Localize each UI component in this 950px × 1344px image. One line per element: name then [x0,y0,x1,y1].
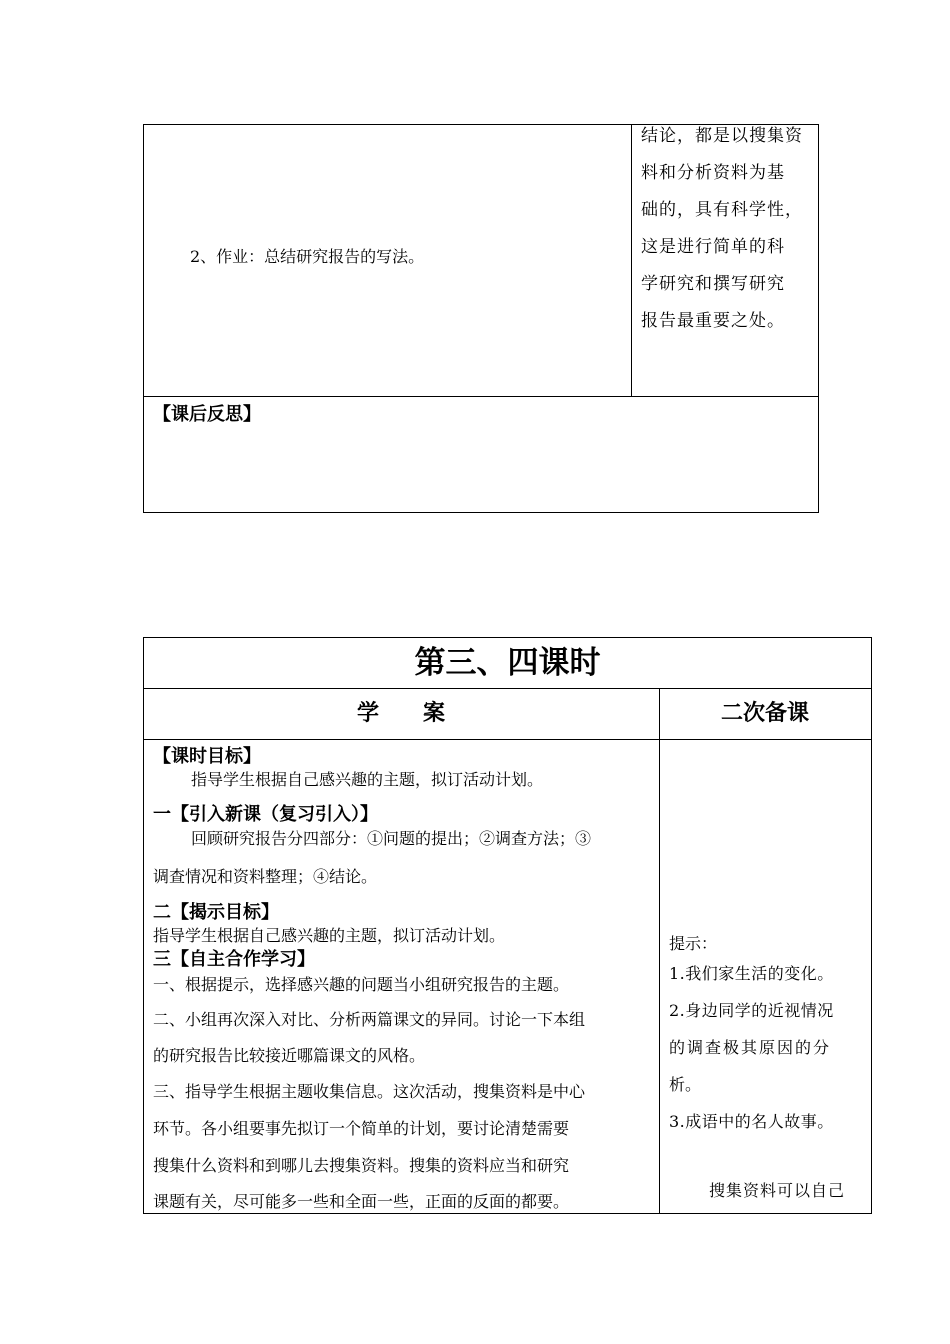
coop-line: 环节。各小组要事先拟订一个简单的计划，要讨论清楚需要 [153,1119,570,1138]
coop-line: 二、小组再次深入对比、分析两篇课文的异同。讨论一下本组 [153,1010,586,1029]
hint-line: 析。 [669,1075,702,1094]
column-header-plan: 学 案 [356,701,445,726]
coop-heading: 三【自主合作学习】 [153,949,315,970]
objective-heading: 【课时目标】 [153,746,261,767]
coop-line: 的研究报告比较接近哪篇课文的风格。 [153,1046,426,1065]
coop-line: 课题有关，尽可能多一些和全面一些，正面的反面的都要。 [153,1192,570,1211]
hint-list [669,955,869,1140]
coop-line: 一、根据提示，选择感兴趣的问题当小组研究报告的主题。 [153,975,570,994]
intro-line: 调查情况和资料整理；④结论。 [153,867,378,886]
coop-line: 三、指导学生根据主题收集信息。这次活动，搜集资料是中心 [153,1082,586,1101]
side-note [641,118,817,340]
reflection-label: 【课后反思】 [153,404,261,425]
objective-text: 指导学生根据自己感兴趣的主题，拟订活动计划。 [191,770,544,789]
side-note-line: 础的，具有科学性， [641,200,803,220]
reveal-text: 指导学生根据自己感兴趣的主题，拟订活动计划。 [153,926,506,945]
reveal-heading: 二【揭示目标】 [153,902,279,923]
side-note-line: 学研究和撰写研究 [641,274,785,294]
column-header-revision: 二次备课 [720,701,809,726]
page-title: 第三、四课时 [414,645,601,681]
side-note-line: 结论，都是以搜集资 [641,126,803,146]
coop-line: 搜集什么资料和到哪儿去搜集资料。搜集的资料应当和研究 [153,1156,570,1175]
side-note-line: 报告最重要之处。 [641,311,785,331]
side-note-line: 料和分析资料为基 [641,163,785,183]
hint-tail: 搜集资料可以自己 [709,1181,846,1200]
intro-line: 回顾研究报告分四部分：①问题的提出；②调查方法；③ [191,829,592,848]
side-note-line: 这是进行简单的科 [641,237,785,257]
hint-line: 3.成语中的名人故事。 [669,1112,834,1131]
hint-line: 的调查极其原因的分 [669,1038,832,1057]
hint-line: 1.我们家生活的变化。 [669,964,834,983]
hint-line: 2.身边同学的近视情况 [669,1001,834,1020]
homework-text: 2、作业：总结研究报告的写法。 [190,247,425,266]
hint-label: 提示： [669,934,718,953]
intro-heading: 一【引入新课（复习引入）】 [153,804,378,825]
